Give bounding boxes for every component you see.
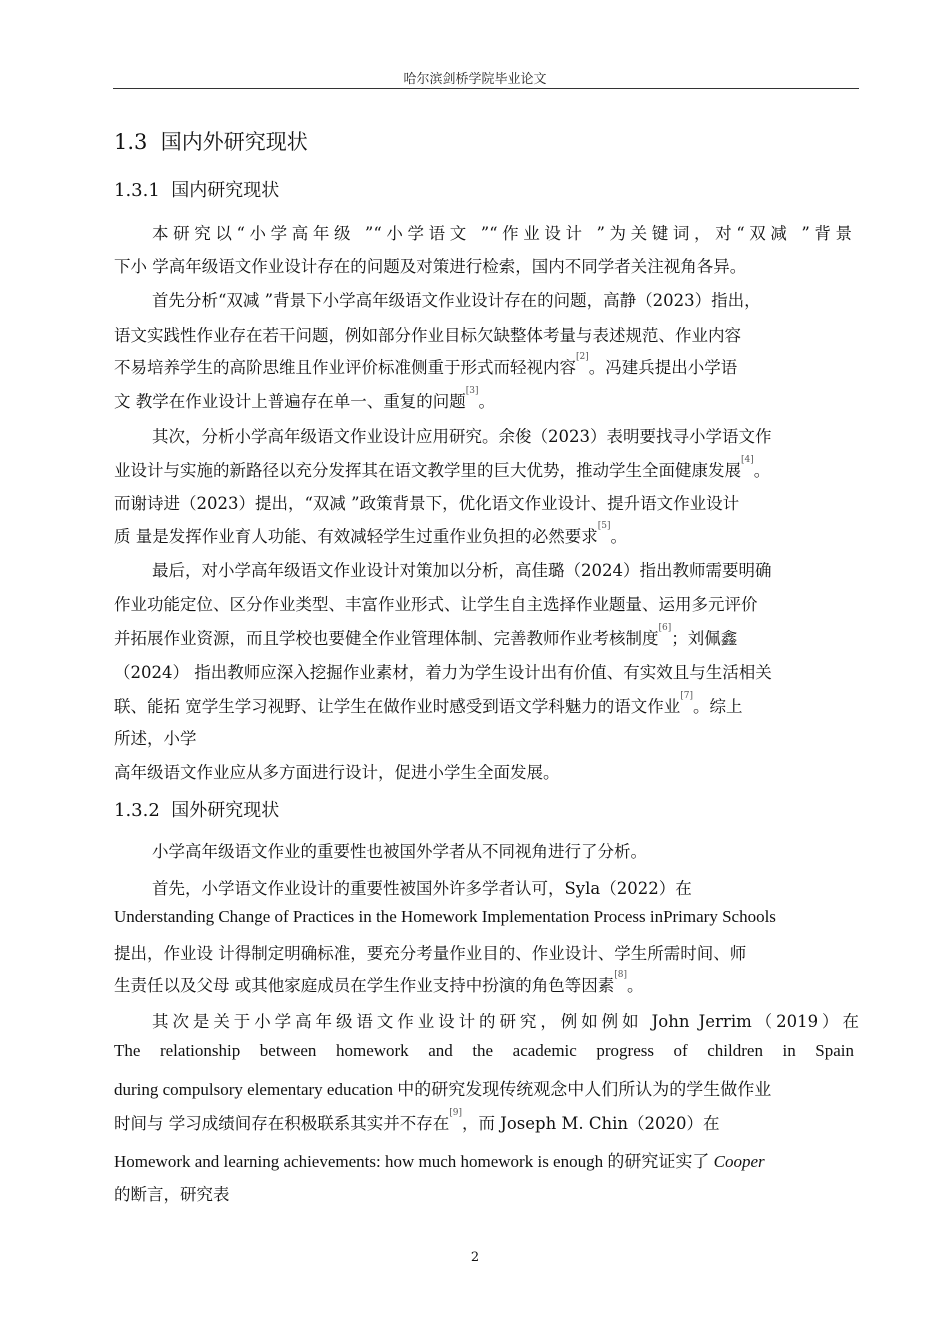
subsection-number: 1.3.1 [114,180,160,201]
text-line: 下小 学高年级语文作业设计存在的问题及对策进行检索，国内不同学者关注视角各异。 [114,257,747,276]
section-number: 1.3 [114,130,148,154]
text-line: 文 教学在作业设计上普遍存在单一、重复的问题[3]。 [114,386,495,411]
citation: [7] [680,691,693,701]
subsection-number: 1.3.2 [114,800,160,821]
text-line: 质 量是发挥作业育人功能、有效减轻学生过重作业负担的必然要求[5]。 [114,521,627,546]
citation: [4] [741,455,754,465]
text-line: 时间与 学习成绩间存在积极联系其实并不存在[9]，而 Joseph M. Chin（2020）在 [114,1108,720,1133]
citation: [3] [465,386,479,396]
text-line: 生责任以及父母 或其他家庭成员在学生作业支持中扮演的角色等因素[8]。 [114,970,644,995]
subsection-heading-foreign [114,796,279,822]
text-line: during compulsory elementary education 中的研究发现传统观念中人们所认为的学生做作业 [114,1080,772,1099]
subsection-title: 国内研究现状 [171,180,280,201]
text-line: 提出，作业设 计得制定明确标准，要充分考量作业目的、作业设计、学生所需时间、师 [114,944,747,963]
section-heading [114,126,308,156]
subsection-title: 国外研究现状 [171,800,280,821]
citation: [8] [614,970,627,980]
text-line: 联、能拓 宽学生学习视野、让学生在做作业时感受到语文学科魅力的语文作业[7]。综上 [114,691,743,716]
text-line: 首先分析“双减 ”背景下小学高年级语文作业设计存在的问题，高静（2023）指出， [152,291,761,310]
text-line: 并拓展作业资源，而且学校也要健全作业管理体制、完善教师作业考核制度[6]；刘佩鑫 [114,623,738,648]
text-line: 其次是关于小学高年级语文作业设计的研究，例如例如 John Jerrim（2019）在 [152,1012,859,1031]
text-line: 语文实践性作业存在若干问题，例如部分作业目标欠缺整体考量与表述规范、作业内容 [114,326,741,345]
text-line: 作业功能定位、区分作业类型、丰富作业形式、让学生自主选择作业题量、运用多元评价 [114,595,758,614]
text-line: 所述，小学 [114,729,197,748]
text-line: 小学高年级语文作业的重要性也被国外学者从不同视角进行了分析。 [152,842,647,861]
text-line: 业设计与实施的新路径以充分发挥其在语文教学里的巨大优势，推动学生全面健康发展[4]。 [114,455,771,480]
header-rule [113,88,859,89]
text-line: 首先，小学语文作业设计的重要性被国外许多学者认可，Syla（2022）在 [152,879,692,898]
running-header: 哈尔滨剑桥学院毕业论文 [403,72,547,87]
text-line: Homework and learning achievements: how much homework is enough 的研究证实了 Cooper [114,1152,765,1171]
text-line: 高年级语文作业应从多方面进行设计，促进小学生全面发展。 [114,763,560,782]
text-line: 本研究以“小学高年级 ”“小学语文 ”“作业设计 ”为关键词，对“双减 ”背景 [152,224,852,243]
page-number: 2 [470,1250,480,1265]
text-line: 的断言，研究表 [114,1185,230,1204]
section-title: 国内外研究现状 [160,130,308,154]
text-line: 其次，分析小学高年级语文作业设计应用研究。余俊（2023）表明要找寻小学语文作 [152,427,772,446]
text-line: 而谢诗进（2023）提出，“双减 ”政策背景下，优化语文作业设计、提升语文作业设计 [114,494,740,513]
citation: [5] [597,521,611,531]
text-line: 最后，对小学高年级语文作业设计对策加以分析，高佳璐（2024）指出教师需要明确 [152,561,772,580]
text-line: The relationship between homework and the academic progress of children in Spain [114,1041,854,1060]
citation: [9] [449,1108,462,1118]
text-line: Understanding Change of Practices in the Homework Implementation Process inPrimary Schools [114,907,776,926]
emphasis-cooper: Cooper [713,1152,765,1171]
subsection-heading-domestic [114,176,279,202]
citation: [2] [576,352,589,362]
citation: [6] [658,623,672,633]
text-line: （2024） 指出教师应深入挖掘作业素材，着力为学生设计出有价值、有实效且与生活相关 [114,663,772,682]
text-line: 不易培养学生的高阶思维且作业评价标准侧重于形式而轻视内容[2]。冯建兵提出小学语 [114,352,738,377]
